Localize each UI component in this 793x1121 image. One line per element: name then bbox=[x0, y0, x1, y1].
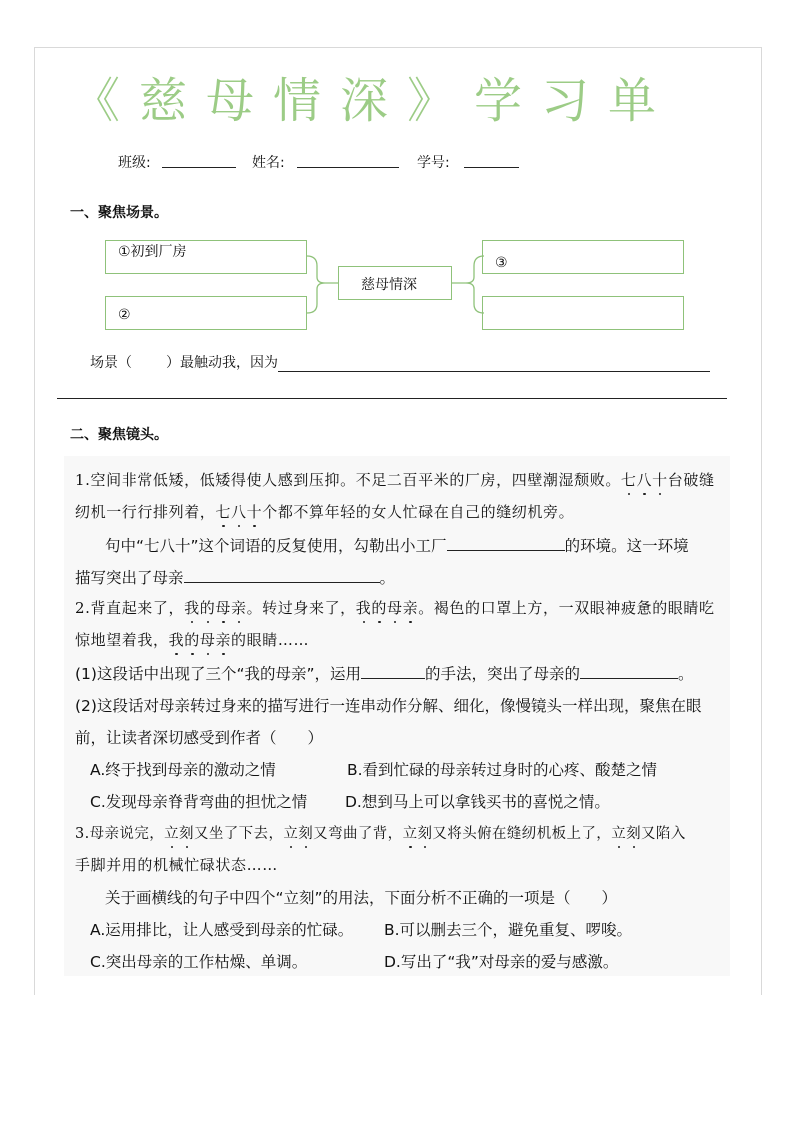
q2-emphasis-1: 我的母亲 bbox=[184, 599, 247, 617]
q1-passage-line2: 纫机一行行排列着，七八十个都不算年轻的女人忙碌在自己的缝纫机旁。 bbox=[75, 503, 575, 521]
q2-option-c: C.发现母亲脊背弯曲的担忧之情 bbox=[90, 793, 308, 811]
q2-emphasis-3: 我的母亲 bbox=[168, 631, 232, 649]
scene-box-2 bbox=[105, 296, 307, 330]
q3-emphasis-2: 立刻 bbox=[283, 826, 314, 842]
scene-box-3-text: ③ bbox=[495, 255, 508, 271]
q1-emphasis-1: 七八十 bbox=[620, 471, 668, 489]
q1-emphasis-2: 七八十 bbox=[215, 503, 263, 521]
right-bracket bbox=[450, 250, 486, 320]
q3-emphasis-3: 立刻 bbox=[402, 826, 433, 842]
q3-option-b: B.可以删去三个，避免重复、啰唆。 bbox=[384, 921, 633, 939]
scene-blank bbox=[278, 357, 710, 372]
q3-option-d: D.写出了“我”对母亲的爱与感激。 bbox=[384, 953, 619, 971]
q2-blank-2 bbox=[580, 663, 678, 679]
q3-passage-line2: 手脚并用的机械忙碌状态…… bbox=[75, 856, 278, 874]
number-label: 学号: bbox=[417, 155, 450, 171]
q2-option-b: B.看到忙碌的母亲转过身时的心疼、酸楚之情 bbox=[347, 761, 658, 779]
scene-box-2-text: ② bbox=[118, 307, 131, 323]
q2-option-a: A.终于找到母亲的激动之情 bbox=[90, 761, 276, 779]
q3-emphasis-1: 立刻 bbox=[164, 826, 194, 842]
page-title: 《慈母情深》学习单 bbox=[72, 73, 676, 129]
q2-sub1: (1)这段话中出现了三个“我的母亲”，运用 的手法，突出了母亲的 。 bbox=[75, 665, 694, 683]
q3-prompt: 关于画横线的句子中四个“立刻”的用法，下面分析不正确的一项是（ ） bbox=[105, 889, 618, 907]
q2-emphasis-2: 我的母亲 bbox=[355, 599, 419, 617]
q1-blank-2 bbox=[184, 567, 380, 583]
q2-sub2-line1: (2)这段话对母亲转过身来的描写进行一连串动作分解、细化，像慢镜头一样出现，聚焦在眼 bbox=[75, 697, 702, 715]
number-blank bbox=[464, 152, 519, 168]
scene-prefix: 场景（ bbox=[90, 355, 132, 371]
q2-option-d: D.想到马上可以拿钱买书的喜悦之情。 bbox=[345, 793, 610, 811]
name-label: 姓名: bbox=[252, 155, 285, 171]
q1-prompt-line1: 句中“七八十”这个词语的反复使用，勾勒出小工厂 的环境。这一环境 bbox=[105, 537, 689, 555]
q2-passage-line1: 2.背直起来了，我的母亲。转过身来了，我的母亲。褐色的口罩上方，一双眼神疲惫的眼睛吃 bbox=[75, 599, 715, 617]
q2-passage-line2: 惊地望着我，我的母亲的眼睛…… bbox=[75, 631, 310, 649]
q3-passage-line1: 3.母亲说完，立刻又坐了下去，立刻又弯曲了背，立刻又将头俯在缝纫机板上了，立刻又陷入 bbox=[75, 826, 686, 842]
q1-prompt-line2: 描写突出了母亲 。 bbox=[75, 569, 396, 587]
q1-passage-line1: 1.空间非常低矮，低矮得使人感到压抑。不足二百平米的厂房，四壁潮湿颓败。七八十台破缝 bbox=[75, 471, 715, 489]
section1-heading: 一、聚焦场景。 bbox=[70, 205, 168, 221]
q3-option-c: C.突出母亲的工作枯燥、单调。 bbox=[90, 953, 308, 971]
section-divider bbox=[57, 398, 727, 399]
q3-option-a: A.运用排比，让人感受到母亲的忙碌。 bbox=[90, 921, 354, 939]
center-box-text: 慈母情深 bbox=[361, 277, 417, 293]
name-blank bbox=[297, 152, 399, 168]
q2-sub2-line2: 前，让读者深切感受到作者（ ） bbox=[75, 729, 324, 747]
q3-emphasis-4: 立刻 bbox=[611, 826, 642, 842]
scene-question bbox=[90, 352, 710, 372]
q1-blank-1 bbox=[447, 535, 565, 551]
class-label: 班级: bbox=[118, 155, 151, 171]
section2-heading: 二、聚焦镜头。 bbox=[70, 427, 168, 443]
scene-box-4 bbox=[482, 296, 684, 330]
scene-box-1-text: ①初到厂房 bbox=[118, 244, 187, 260]
scene-box-1 bbox=[105, 240, 307, 274]
center-box bbox=[338, 266, 452, 300]
left-bracket bbox=[305, 250, 341, 320]
scene-box-3 bbox=[482, 240, 684, 274]
class-blank bbox=[162, 152, 236, 168]
q2-blank-1 bbox=[361, 663, 425, 679]
scene-middle: ）最触动我，因为 bbox=[166, 355, 278, 371]
